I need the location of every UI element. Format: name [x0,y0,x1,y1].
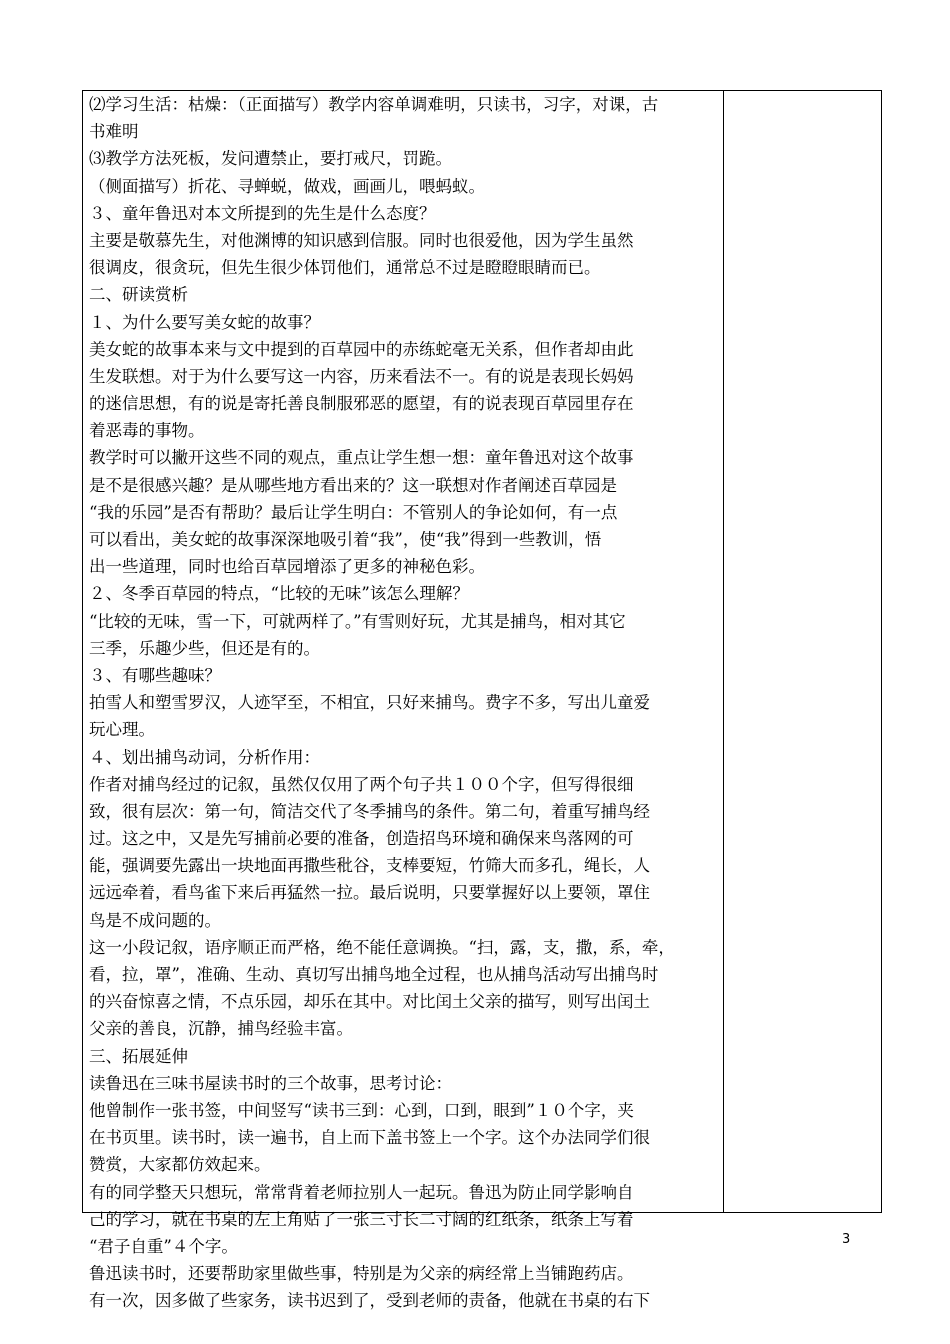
text-line: ３、童年鲁迅对本文所提到的先生是什么态度？ [89,203,436,223]
text-line: ⑵学习生活：枯燥：（正面描写）教学内容单调难明，只读书，习字，对课，古 [89,95,659,114]
text-line: 远远牵着，看鸟雀下来后再猛然一拉。最后说明，只要掌握好以上要领，罩住 [89,883,650,903]
text-line: 读鲁迅在三味书屋读书时的三个故事，思考讨论： [89,1073,452,1093]
text-line: 有一次，因多做了些家务，读书迟到了，受到老师的责备，他就在书桌的右下 [89,1291,650,1311]
text-line: ⑶教学方法死板，发问遭禁止，要打戒尺，罚跪。 [89,149,452,169]
text-line: 三、拓展延伸 [89,1046,188,1066]
text-line: 主要是敬慕先生，对他渊博的知识感到信服。同时也很爱他，因为学生虽然 [89,230,634,250]
text-line: 有的同学整天只想玩，常常背着老师拉别人一起玩。鲁迅为防止同学影响自 [89,1182,634,1202]
text-line: 他曾制作一张书签，中间竖写“读书三到：心到，口到，眼到”１０个字，夹 [89,1100,634,1120]
text-line: 鸟是不成问题的。 [89,910,221,930]
text-line: 赞赏，大家都仿效起来。 [89,1155,271,1175]
text-line: 教学时可以撇开这些不同的观点，重点让学生想一想：童年鲁迅对这个故事 [89,448,634,468]
text-line: 的兴奋惊喜之情，不点乐园，却乐在其中。对比闰土父亲的描写，则写出闰土 [89,992,650,1012]
text-line: 能，强调要先露出一块地面再撒些秕谷，支棒要短，竹筛大而多孔，绳长，人 [89,856,650,876]
text-line: 二、研读赏析 [89,285,188,305]
text-line: 这一小段记叙，语序顺正而严格，绝不能任意调换。“扫，露，支，撒，系，牵， [89,937,675,957]
text-line: 是不是很感兴趣？是从哪些地方看出来的？这一联想对作者阐述百草园是 [89,475,617,495]
page-number: 3 [842,1232,851,1247]
content-table [82,90,882,1311]
text-line: “君子自重”４个字。 [89,1236,238,1256]
text-line: 很调皮，很贪玩，但先生很少体罚他们，通常总不过是瞪瞪眼睛而已。 [89,258,601,278]
text-line: 鲁迅读书时，还要帮助家里做些事，特别是为父亲的病经常上当铺跑药店。 [89,1264,634,1284]
text-line: 生发联想。对于为什么要写这一内容，历来看法不一。有的说是表现长妈妈 [89,366,634,386]
text-column [89,91,719,1314]
text-line: ４、划出捕鸟动词，分析作用： [89,747,320,767]
text-line: （侧面描写）折花、寻蝉蜕，做戏，画画儿，喂蚂蚁。 [89,176,485,196]
text-line: 玩心理。 [89,720,155,740]
text-line: 作者对捕鸟经过的记叙，虽然仅仅用了两个句子共１００个字，但写得很细 [89,774,634,794]
text-line: ３、有哪些趣味？ [89,665,221,685]
text-line: 出一些道理，同时也给百草园增添了更多的神秘色彩。 [89,557,485,577]
text-line: 美女蛇的故事本来与文中提到的百草园中的赤练蛇毫无关系，但作者却由此 [89,339,634,359]
text-line: １、为什么要写美女蛇的故事？ [89,312,320,332]
text-line: “我的乐园”是否有帮助？最后让学生明白：不管别人的争论如何，有一点 [89,502,618,522]
text-line: 拍雪人和塑雪罗汉，人迹罕至，不相宜，只好来捕鸟。费字不多，写出儿童爱 [89,693,650,713]
text-line: 三季，乐趣少些，但还是有的。 [89,638,320,658]
text-line: ２、冬季百草园的特点，“比较的无味”该怎么理解？ [89,584,469,604]
text-line: 父亲的善良，沉静，捕鸟经验丰富。 [89,1019,353,1039]
text-line: 看，拉，罩”，准确、生动、真切写出捕鸟地全过程，也从捕鸟活动写出捕鸟时 [89,965,659,984]
text-line: 的迷信思想，有的说是寄托善良制服邪恶的愿望，有的说表现百草园里存在 [89,394,634,414]
text-line: 己的学习，就在书桌的左上角贴了一张三寸长二寸阔的红纸条，纸条上写着 [89,1209,634,1229]
text-line: 可以看出，美女蛇的故事深深地吸引着“我”，使“我”得到一些教训，悟 [89,530,602,549]
text-line: 致，很有层次：第一句，简洁交代了冬季捕鸟的条件。第二句，着重写捕鸟经 [89,801,650,821]
text-line: 过。这之中，又是先写捕前必要的准备，创造招鸟环境和确保来鸟落网的可 [89,829,634,849]
text-line: 在书页里。读书时，读一遍书，自上而下盖书签上一个字。这个办法同学们很 [89,1128,650,1148]
text-line: “比较的无味，雪一下，可就两样了。”有雪则好玩，尤其是捕鸟，相对其它 [89,611,626,631]
text-line: 着恶毒的事物。 [89,421,205,441]
column-divider [723,91,724,1212]
text-line: 书难明 [89,122,139,142]
